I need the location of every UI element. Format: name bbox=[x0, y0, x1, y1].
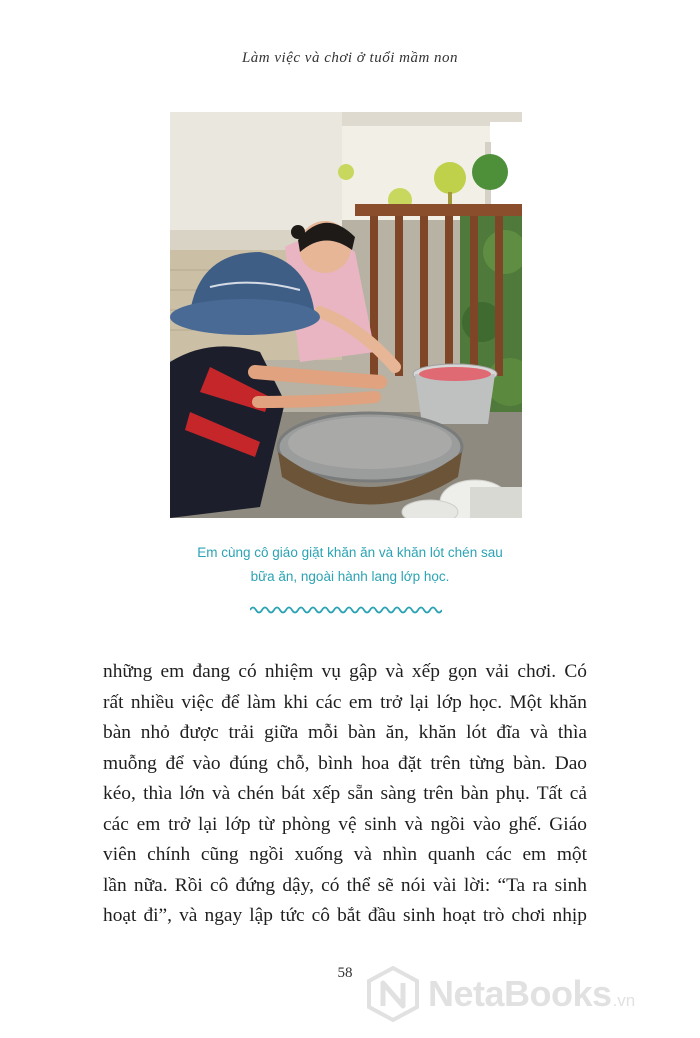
caption-line: Em cùng cô giáo giặt khăn ăn và khăn lót chén sau bbox=[197, 545, 503, 560]
watermark bbox=[366, 966, 635, 1022]
caption-line: bữa ăn, ngoài hành lang lớp học. bbox=[250, 569, 450, 584]
page-number: 58 bbox=[337, 965, 353, 981]
body-line: muỗng để vào đúng chỗ, bình hoa đặt trên từng bàn. Dao bbox=[103, 752, 587, 774]
body-line: các em trở lại lớp từ phòng vệ sinh và ngồi vào ghế. Giáo bbox=[103, 813, 587, 835]
body-line: những em đang có nhiệm vụ gập và xếp gọn vải chơi. Có bbox=[103, 661, 587, 682]
body-line: viên chính cũng ngồi xuống và nhìn quanh các em một bbox=[103, 844, 587, 865]
running-header: Làm việc và chơi ở tuổi mầm non bbox=[241, 50, 459, 66]
wave-divider bbox=[250, 603, 442, 617]
netabooks-logo-icon bbox=[366, 966, 420, 1022]
body-line: bàn nhỏ được trải giữa mỗi bàn ăn, khăn lót đĩa và thìa bbox=[103, 722, 587, 743]
body-text bbox=[103, 657, 587, 932]
body-line: rất nhiều việc để làm khi các em trở lại lớp học. Một khăn bbox=[103, 691, 587, 713]
watermark-suffix: .vn bbox=[612, 991, 636, 1010]
watermark-text: NetaBooks bbox=[428, 973, 612, 1014]
photo bbox=[170, 112, 522, 518]
body-line: hoạt đi”, và ngay lập tức cô bắt đầu sinh hoạt trò chơi nhịp bbox=[103, 905, 587, 926]
figure-caption bbox=[0, 541, 700, 589]
body-line: kéo, thìa lớn và chén bát xếp sẵn sàng trên bàn phụ. Tất cả bbox=[103, 783, 587, 804]
body-line: lần nữa. Rồi cô đứng dậy, có thể sẽ nói vài lời: “Ta ra sinh bbox=[103, 874, 587, 896]
